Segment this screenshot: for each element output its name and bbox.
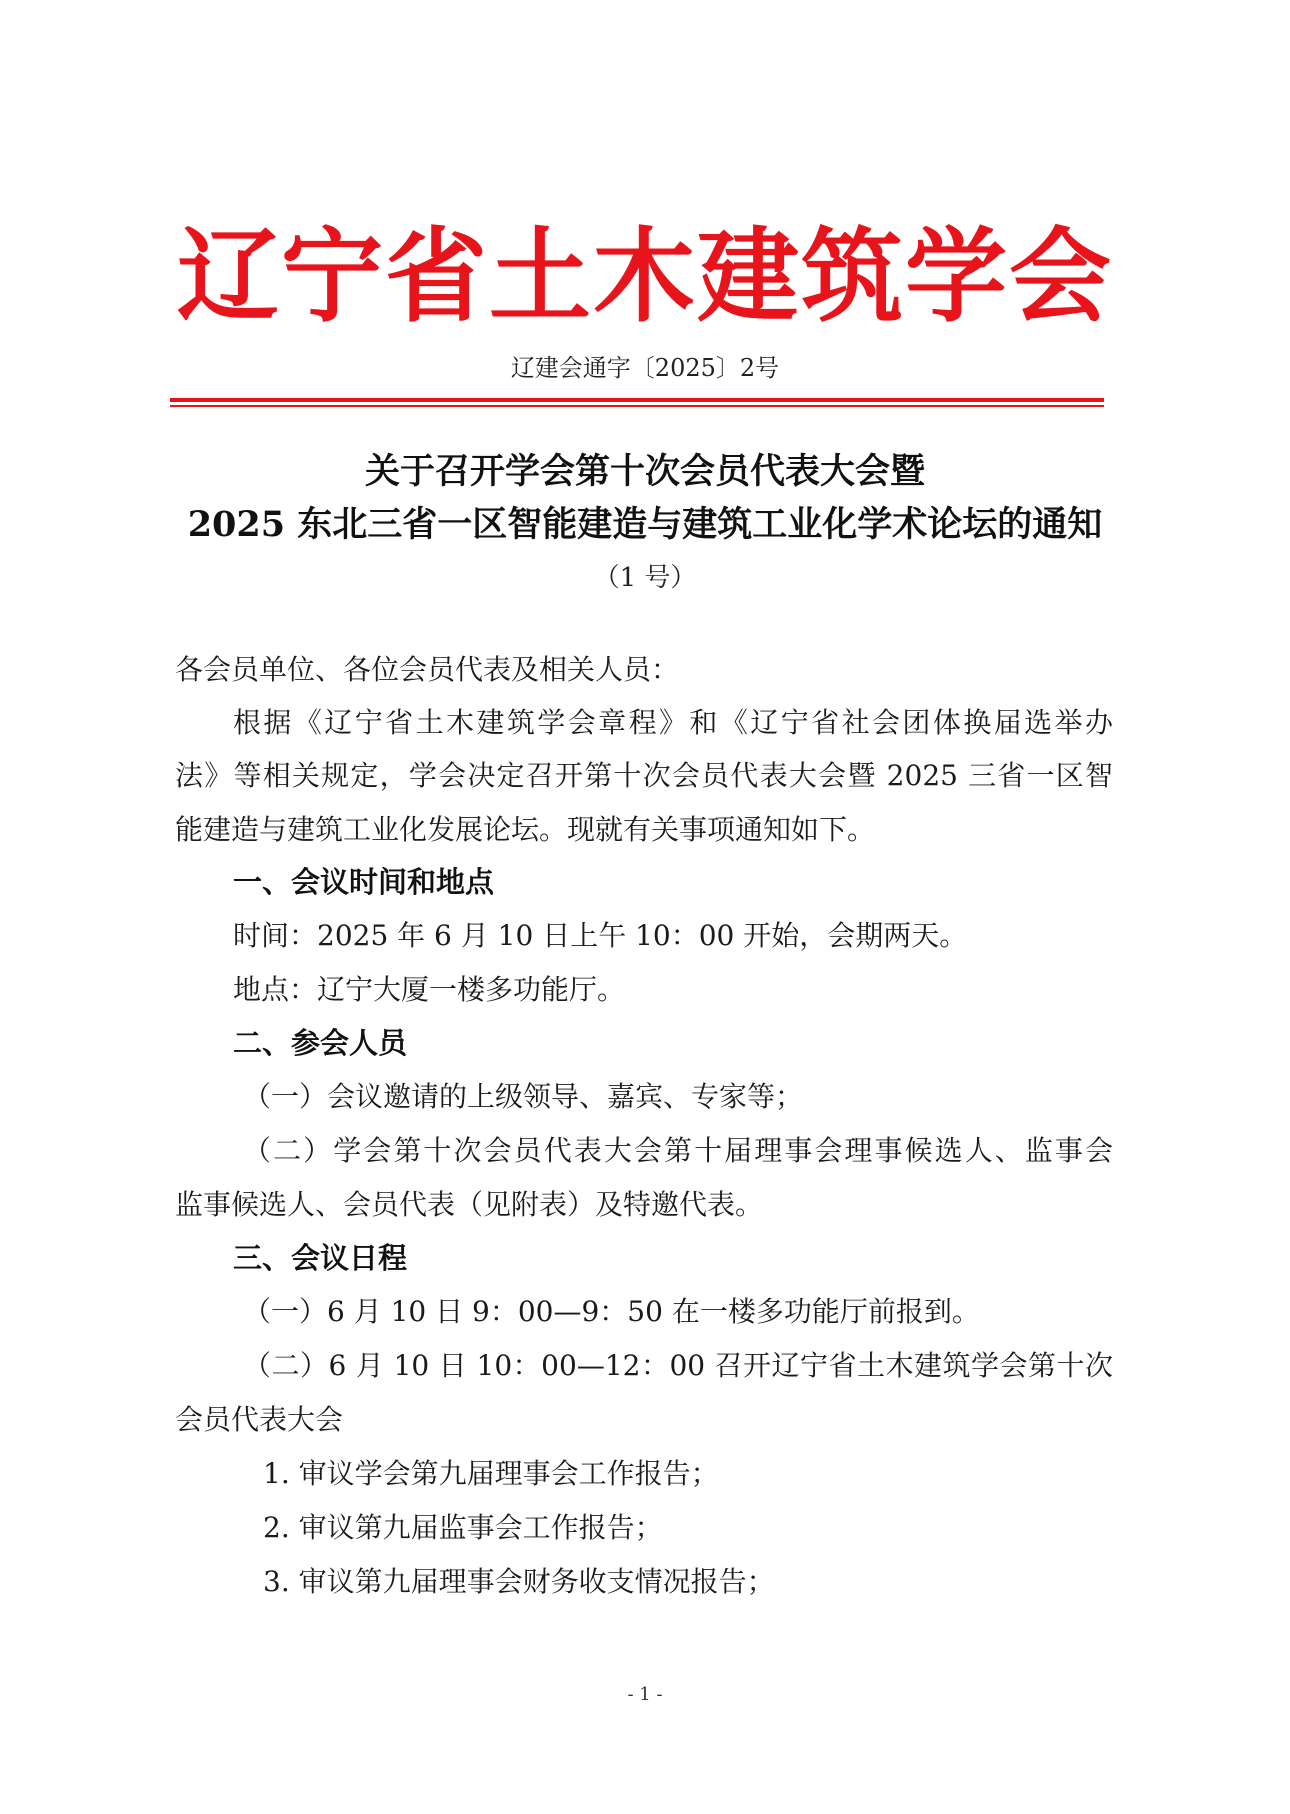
schedule-item-1: （一）6 月 10 日 9：00—9：50 在一楼多功能厅前报到。 <box>243 1295 980 1328</box>
attendee-item-1: （一）会议邀请的上级领导、嘉宾、专家等； <box>243 1080 804 1113</box>
document-number: 辽建会通字〔2025〕2号 <box>510 354 780 382</box>
organization-letterhead: 辽宁省土木建筑学会 <box>177 218 1113 337</box>
schedule-item-2-line-2: 会员代表大会 <box>175 1403 344 1436</box>
agenda-sub-item-1: 1. 审议学会第九届理事会工作报告； <box>263 1457 719 1490</box>
schedule-item-2-line-1: （二）6 月 10 日 10：00—12：00 召开辽宁省土木建筑学会第十次 <box>243 1349 1113 1382</box>
red-divider-thin <box>170 405 1104 407</box>
salutation: 各会员单位、各位会员代表及相关人员： <box>175 653 680 686</box>
intro-line-1: 根据《辽宁省土木建筑学会章程》和《辽宁省社会团体换届选举办 <box>233 706 1113 739</box>
attendee-item-2-line-2: 监事候选人、会员代表（见附表）及特邀代表。 <box>175 1188 764 1221</box>
attendee-item-2-line-1: （二）学会第十次会员代表大会第十届理事会理事候选人、监事会 <box>243 1134 1113 1167</box>
section-1-heading: 一、会议时间和地点 <box>233 865 495 899</box>
section-2-heading: 二、参会人员 <box>233 1026 408 1060</box>
agenda-sub-item-3: 3. 审议第九届理事会财务收支情况报告； <box>263 1565 775 1598</box>
section-3-heading: 三、会议日程 <box>233 1241 408 1275</box>
notice-title-line-2: 2025 东北三省一区智能建造与建筑工业化学术论坛的通知 <box>187 504 1103 545</box>
agenda-sub-item-2: 2. 审议第九届监事会工作报告； <box>263 1511 663 1544</box>
intro-line-2: 法》等相关规定，学会决定召开第十次会员代表大会暨 2025 三省一区智 <box>175 759 1113 792</box>
notice-subtitle: （1 号） <box>593 563 697 593</box>
red-divider-thick <box>170 398 1104 402</box>
notice-title-line-1: 关于召开学会第十次会员代表大会暨 <box>364 451 925 492</box>
meeting-time: 时间：2025 年 6 月 10 日上午 10：00 开始，会期两天。 <box>233 919 968 952</box>
meeting-place: 地点：辽宁大厦一楼多功能厅。 <box>233 973 626 1006</box>
intro-line-3: 能建造与建筑工业化发展论坛。现就有关事项通知如下。 <box>175 813 876 846</box>
page-number: - 1 - <box>627 1684 663 1705</box>
